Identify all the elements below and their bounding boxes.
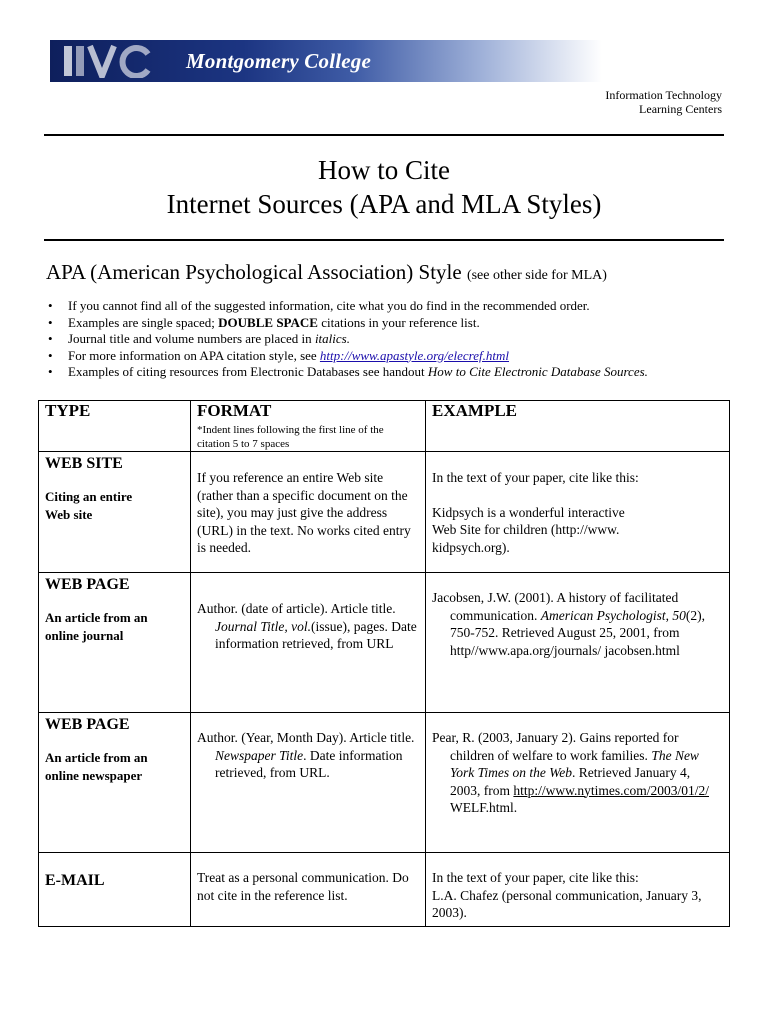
table-row [39, 853, 730, 927]
example-cell: Jacobsen, J.W. (2001). A history of facilitated communication. American Psychologist, 50(2), 750-752. Retrieved August 25, 2001, from http//www.apa.org/journals/ jacobsen.html [426, 573, 730, 713]
apa-style-link[interactable]: http://www.apastyle.org/elecref.html [319, 347, 509, 363]
table-row [39, 452, 730, 573]
type-cell: WEB PAGE An article from an online journal [39, 573, 191, 713]
format-cell: Author. (Year, Month Day). Article title. Newspaper Title. Date information retrieved, from URL. [191, 713, 426, 853]
title-line-2: Internet Sources (APA and MLA Styles) [166, 189, 602, 219]
nytimes-link[interactable]: http://www.nytimes.com/2003/01/2/ [513, 782, 709, 798]
list-item: • Examples of citing resources from Electronic Databases see handout How to Cite Electronic Database Sources. [46, 364, 648, 381]
list-item: • If you cannot find all of the suggested information, cite what you do find in the recommended order. [46, 298, 648, 315]
section-heading [46, 260, 607, 285]
example-cell: In the text of your paper, cite like this: L.A. Chafez (personal communication, January 3, 2003). [426, 853, 730, 927]
title-divider [44, 239, 724, 241]
college-logo-icon [64, 44, 152, 78]
example-cell: Pear, R. (2003, January 2). Gains reported for children of welfare to work families. The New York Times on the Web. Retrieved January 4, 2003, from http://www.nytimes.com/2003/01/2/ WELF.html. [426, 713, 730, 853]
header-type: TYPE [39, 401, 191, 452]
table-row [39, 573, 730, 713]
org-name: Montgomery College [186, 49, 372, 73]
format-cell: If you reference an entire Web site (rather than a specific document on the site), you may just give the address (URL) in the text. No works cited entry is needed. [191, 452, 426, 573]
citation-table [38, 400, 730, 927]
table-row [39, 713, 730, 853]
table-header-row [39, 401, 730, 452]
guidelines-list [46, 298, 648, 381]
format-note: *Indent lines following the first line of the citation 5 to 7 spaces [197, 424, 384, 450]
page-title [44, 153, 724, 221]
dept-line-1: Information Technology [605, 88, 722, 102]
list-item: • Examples are single spaced; DOUBLE SPACE citations in your reference list. [46, 315, 648, 332]
example-cell: In the text of your paper, cite like this: Kidpsych is a wonderful interactive Web Site for children (http://www. kidpsych.org). [426, 452, 730, 573]
type-cell: WEB PAGE An article from an online newspaper [39, 713, 191, 853]
top-divider [44, 134, 724, 136]
header-example: EXAMPLE [426, 401, 730, 452]
section-heading-text: APA (American Psychological Association) Style [46, 260, 462, 284]
format-cell: Treat as a personal communication. Do not cite in the reference list. [191, 853, 426, 927]
dept-line-2: Learning Centers [639, 102, 722, 116]
list-item: • For more information on APA citation style, see http://www.apastyle.org/elecref.html [46, 348, 648, 365]
type-cell: E-MAIL [39, 853, 191, 927]
header-format: FORMAT *Indent lines following the first line of the citation 5 to 7 spaces [191, 401, 426, 452]
section-heading-note: (see other side for MLA) [466, 268, 607, 283]
type-cell: WEB SITE Citing an entire Web site [39, 452, 191, 573]
title-line-1: How to Cite [318, 155, 450, 185]
department-label [605, 88, 722, 116]
header-banner [50, 40, 602, 82]
format-cell: Author. (date of article). Article title. Journal Title, vol.(issue), pages. Date information retrieved, from URL [191, 573, 426, 713]
list-item: • Journal title and volume numbers are placed in italics. [46, 331, 648, 348]
